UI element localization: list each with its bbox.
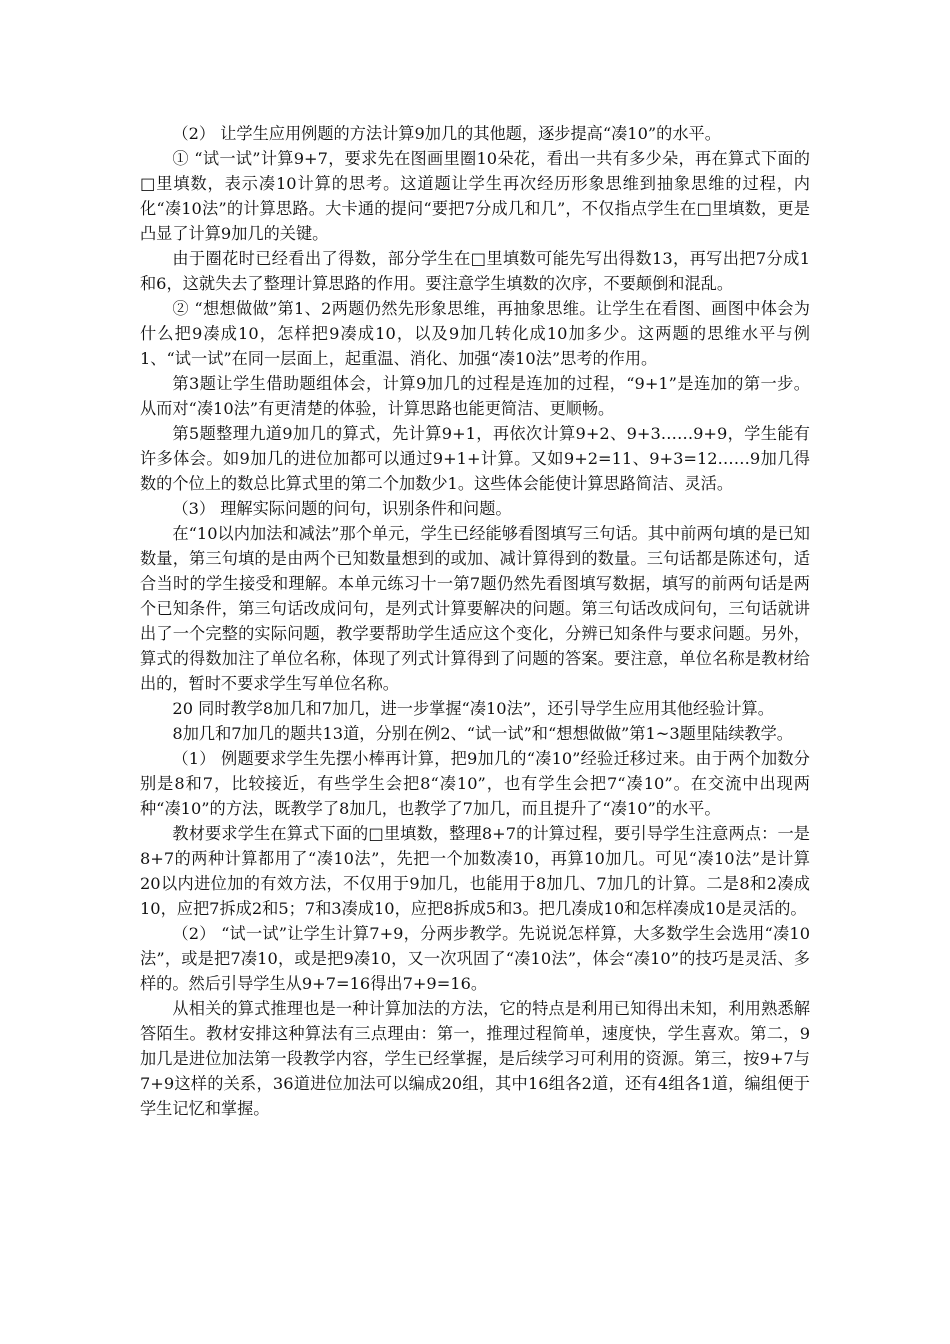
paragraph-7: （3） 理解实际问题的问句，识别条件和问题。: [172, 499, 512, 518]
paragraph-5: 第3题让学生借助题组体会，计算9加几的过程是连加的过程，“9+1”是连加的第一步。从而对“凑10法”有更清楚的体验，计算思路也能更简洁、更顺畅。: [140, 374, 810, 418]
paragraph-8: 在“10以内加法和减法”那个单元，学生已经能够看图填写三句话。其中前两句填的是已知数量，第三句填的是由两个已知数量想到的或加、减计算得到的数量。三句话都是陈述句，适合当时的学生接受和理解。本单元练习十一第7题仍然先看图填写数据，填写的前两句话是两个已知条件，第三句话改成问句，是列式计算要解决的问题。第三句话改成问句，三句话就讲出了一个完整的实际问题，教学要帮助学生适应这个变化，分辨已知条件与要求问题。另外，算式的得数加注了单位名称，体现了列式计算得到了问题的答案。要注意，单位名称是教材给出的，暂时不要求学生写单位名称。: [140, 524, 810, 693]
paragraph-1: （2） 让学生应用例题的方法计算9加几的其他题，逐步提高“凑10”的水平。: [172, 124, 721, 143]
paragraph-14: 从相关的算式推理也是一种计算加法的方法，它的特点是利用已知得出未知，利用熟悉解答陌生。教材安排这种算法有三点理由：第一，推理过程简单，速度快，学生喜欢。第二，9加几是进位加法第一段教学内容，学生已经掌握，是后续学习可利用的资源。第三，按9+7与7+9这样的关系，36道进位加法可以编成20组，其中16组各2道，还有4组各1道，编组便于学生记忆和掌握。: [140, 999, 810, 1118]
paragraph-2: ① “试一试”计算9+7，要求先在图画里圈10朵花，看出一共有多少朵，再在算式下面的□里填数，表示凑10计算的思考。这道题让学生再次经历形象思维到抽象思维的过程，内化“凑10法”的计算思路。大卡通的提问“要把7分成几和几”，不仅指点学生在□里填数，更是凸显了计算9加几的关键。: [140, 149, 810, 243]
paragraph-12: 教材要求学生在算式下面的□里填数，整理8+7的计算过程，要引导学生注意两点：一是8+7的两种计算都用了“凑10法”，先把一个加数凑10，再算10加几。可见“凑10法”是计算20以内进位加的有效方法，不仅用于9加几，也能用于8加几、7加几的计算。二是8和2凑成10，应把7拆成2和5；7和3凑成10，应把8拆成5和3。把几凑成10和怎样凑成10是灵活的。: [140, 824, 810, 918]
paragraph-13: （2） “试一试”让学生计算7+9，分两步教学。先说说怎样算，大多数学生会选用“凑10法”，或是把7凑10，或是把9凑10，又一次巩固了“凑10法”，体会“凑10”的技巧是灵活、多样的。然后引导学生从9+7=16得出7+9=16。: [140, 924, 810, 993]
paragraph-4: ② “想想做做”第1、2两题仍然先形象思维，再抽象思维。让学生在看图、画图中体会为什么把9凑成10，怎样把9凑成10，以及9加几转化成10加多少。这两题的思维水平与例1、“试一试”在同一层面上，起重温、消化、加强“凑10法”思考的作用。: [140, 299, 810, 368]
document-page: [140, 121, 810, 1121]
paragraph-9: 20 同时教学8加几和7加几，进一步掌握“凑10法”，还引导学生应用其他经验计算。: [172, 699, 774, 718]
paragraph-3: 由于圈花时已经看出了得数，部分学生在□里填数可能先写出得数13，再写出把7分成1和6，这就失去了整理计算思路的作用。要注意学生填数的次序，不要颠倒和混乱。: [140, 249, 810, 293]
paragraph-10: 8加几和7加几的题共13道，分别在例2、“试一试”和“想想做做”第1~3题里陆续教学。: [172, 724, 793, 743]
paragraph-11: （1） 例题要求学生先摆小棒再计算，把9加几的“凑10”经验迁移过来。由于两个加数分别是8和7，比较接近，有些学生会把8“凑10”，也有学生会把7“凑10”。在交流中出现两种“凑10”的方法，既教学了8加几，也教学了7加几，而且提升了“凑10”的水平。: [140, 749, 810, 818]
paragraph-6: 第5题整理九道9加几的算式，先计算9+1，再依次计算9+2、9+3……9+9，学生能有许多体会。如9加几的进位加都可以通过9+1+计算。又如9+2=11、9+3=12……9加几得数的个位上的数总比算式里的第二个加数少1。这些体会能使计算思路简洁、灵活。: [140, 424, 810, 493]
